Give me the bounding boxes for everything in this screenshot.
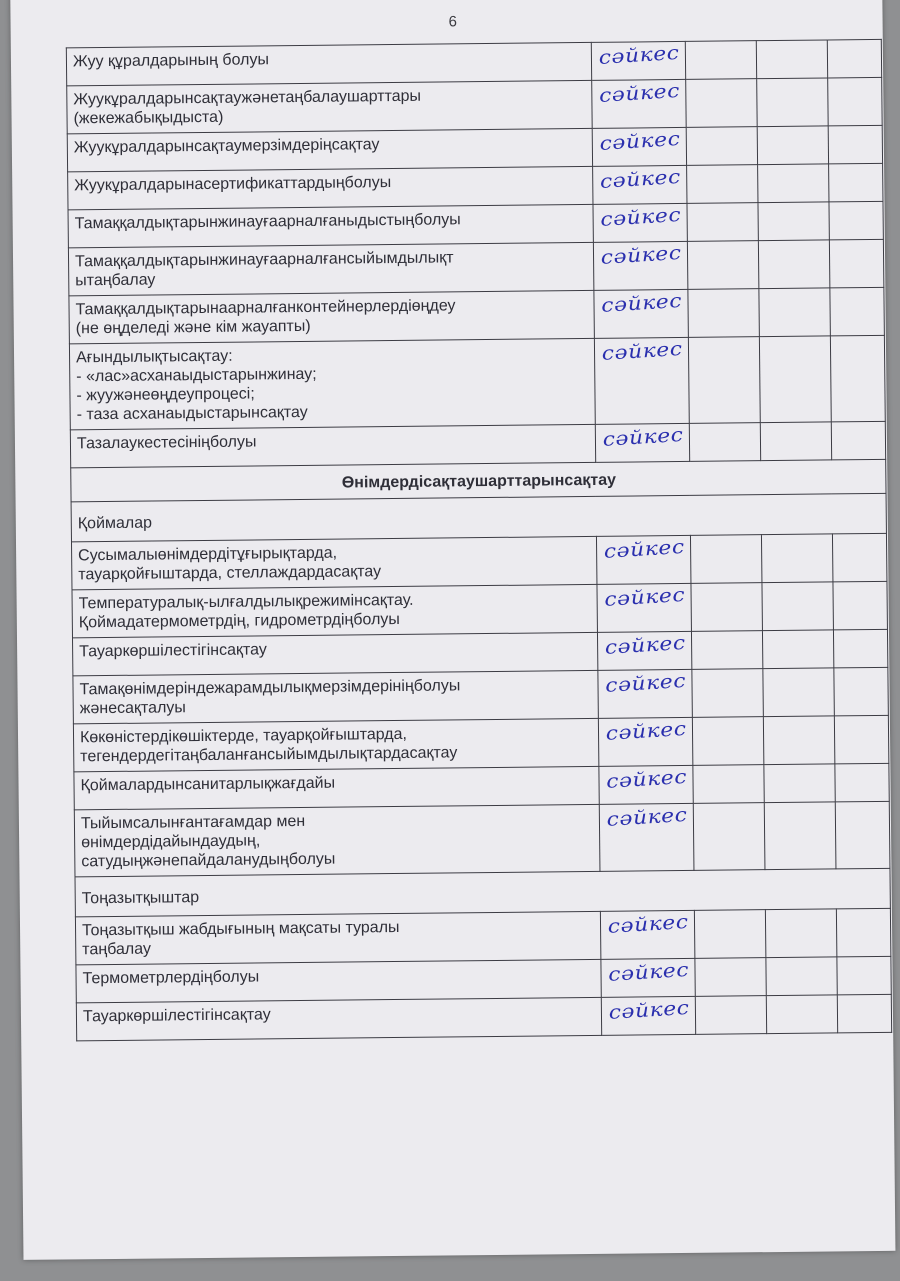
criterion-cell: Жуукұралдарынсақтаумерзімдеріңсақтау bbox=[67, 128, 592, 171]
criterion-cell: Ағындылықтысақтау: - «лас»асханаыдыстарынжинау; - жуужәнеөңдеупроцесі; - таза асханаыдыстарынсақтау bbox=[69, 338, 595, 429]
mark-cell bbox=[601, 996, 696, 1035]
page-number: 6 bbox=[448, 13, 457, 31]
mark-cell bbox=[598, 717, 693, 766]
empty-cell bbox=[688, 289, 759, 338]
empty-cell bbox=[688, 337, 760, 424]
empty-cell bbox=[692, 717, 763, 766]
handwritten-mark: сәйкес bbox=[599, 203, 682, 231]
empty-cell bbox=[835, 801, 890, 869]
empty-cell bbox=[758, 240, 829, 289]
section-heading: Өнімдердісақтаушарттарынсақтау bbox=[71, 459, 886, 502]
empty-cell bbox=[827, 39, 882, 78]
empty-cell bbox=[756, 40, 827, 79]
table-row bbox=[76, 994, 891, 1041]
handwritten-mark: сәйкес bbox=[601, 423, 684, 451]
mark-cell bbox=[600, 910, 695, 959]
empty-cell bbox=[759, 288, 830, 337]
criterion-cell: Жуу құралдарының болуы bbox=[66, 42, 591, 85]
empty-cell bbox=[764, 764, 835, 803]
empty-cell bbox=[760, 422, 831, 461]
empty-cell bbox=[837, 994, 892, 1033]
table-row bbox=[73, 715, 888, 772]
empty-cell bbox=[690, 535, 761, 584]
criterion-cell: Тамақөнімдеріндежарамдылықмерзімдерініңболуы жәнесақталуы bbox=[73, 670, 598, 723]
group-heading: Тоңазытқыштар bbox=[75, 868, 890, 917]
table-row bbox=[75, 908, 890, 965]
handwritten-mark: сәйкес bbox=[598, 79, 681, 107]
mark-cell bbox=[593, 203, 688, 242]
empty-cell bbox=[830, 335, 885, 422]
table-row bbox=[71, 533, 886, 590]
empty-cell bbox=[687, 165, 758, 204]
empty-cell bbox=[687, 241, 758, 290]
handwritten-mark: сәйкес bbox=[605, 765, 688, 793]
criterion-cell: Тамаққалдықтарынжинауғаарналғансыйымдылықт ытаңбалау bbox=[68, 242, 593, 295]
empty-cell bbox=[765, 909, 836, 958]
empty-cell bbox=[836, 908, 891, 957]
mark-cell bbox=[595, 423, 690, 462]
empty-cell bbox=[830, 287, 885, 336]
criterion-cell: Тауаркөршілестігінсақтау bbox=[76, 997, 601, 1040]
empty-cell bbox=[834, 667, 889, 716]
criterion-cell: Термометрлердіңболуы bbox=[76, 959, 601, 1002]
empty-cell bbox=[693, 765, 764, 804]
empty-cell bbox=[827, 77, 882, 126]
table-row bbox=[73, 667, 888, 724]
table-row bbox=[74, 801, 890, 877]
handwritten-mark: сәйкес bbox=[598, 127, 681, 155]
checklist-body bbox=[66, 39, 891, 1040]
document-page bbox=[10, 0, 895, 1260]
criterion-cell: Тоңазытқыш жабдығының мақсаты туралы таңбалау bbox=[75, 911, 600, 964]
empty-cell bbox=[766, 957, 837, 996]
criterion-cell: Қоймалардынсанитарлықжағдайы bbox=[74, 766, 599, 809]
criterion-cell: Сусымалыөнімдердітұғырықтарда, тауарқойғыштарда, стеллаждардасақтау bbox=[71, 536, 596, 589]
criterion-cell: Көкөністердікөшіктерде, тауарқойғыштарда, тегендердегітаңбаланғансыйымдылықтардасақтау bbox=[73, 718, 598, 771]
table-row bbox=[69, 335, 885, 430]
handwritten-mark: сәйкес bbox=[604, 717, 687, 745]
empty-cell bbox=[763, 668, 834, 717]
empty-cell bbox=[695, 996, 766, 1035]
handwritten-mark: сәйкес bbox=[599, 241, 682, 269]
handwritten-mark: сәйкес bbox=[604, 669, 687, 697]
mark-cell bbox=[597, 583, 692, 632]
criterion-cell: Тыйымсалынғантағамдар мен өнімдердідайындаудың, сатудыңжәнепайдаланудыңболуы bbox=[74, 804, 600, 876]
mark-cell bbox=[592, 127, 687, 166]
handwritten-mark: сәйкес bbox=[607, 958, 690, 986]
empty-cell bbox=[764, 802, 836, 870]
handwritten-mark: сәйкес bbox=[600, 337, 683, 365]
empty-cell bbox=[833, 581, 888, 630]
empty-cell bbox=[757, 126, 828, 165]
handwritten-mark: сәйкес bbox=[600, 289, 683, 317]
mark-cell bbox=[594, 289, 689, 338]
criterion-cell: Тауаркөршілестігінсақтау bbox=[72, 632, 597, 675]
empty-cell bbox=[833, 629, 888, 668]
empty-cell bbox=[694, 910, 765, 959]
criterion-cell: Тазалаукестесініңболуы bbox=[70, 424, 595, 467]
criterion-cell: Жуукұралдарынасертификаттардыңболуы bbox=[68, 166, 593, 209]
empty-cell bbox=[763, 716, 834, 765]
empty-cell bbox=[691, 631, 762, 670]
empty-cell bbox=[693, 803, 765, 871]
empty-cell bbox=[685, 41, 756, 80]
empty-cell bbox=[695, 958, 766, 997]
mark-cell bbox=[599, 765, 694, 804]
empty-cell bbox=[687, 203, 758, 242]
empty-cell bbox=[757, 78, 828, 127]
empty-cell bbox=[759, 336, 831, 423]
handwritten-mark: сәйкес bbox=[602, 535, 686, 563]
empty-cell bbox=[689, 423, 760, 462]
empty-cell bbox=[828, 125, 883, 164]
empty-cell bbox=[837, 956, 892, 995]
empty-cell bbox=[834, 715, 889, 764]
mark-cell bbox=[594, 337, 689, 424]
empty-cell bbox=[828, 163, 883, 202]
handwritten-mark: сәйкес bbox=[603, 583, 686, 611]
empty-cell bbox=[766, 995, 837, 1034]
mark-cell bbox=[593, 241, 688, 290]
handwritten-mark: сәйкес bbox=[599, 165, 682, 193]
empty-cell bbox=[758, 202, 829, 241]
criterion-cell: Тамаққалдықтарынжинауғаарналғаныдыстыңболуы bbox=[68, 204, 593, 247]
empty-cell bbox=[757, 164, 828, 203]
table-row bbox=[68, 239, 883, 296]
mark-cell bbox=[601, 958, 696, 997]
empty-cell bbox=[761, 534, 832, 583]
empty-cell bbox=[831, 421, 886, 460]
table-row bbox=[69, 287, 884, 344]
handwritten-mark: сәйкес bbox=[597, 41, 680, 69]
mark-cell bbox=[592, 165, 687, 204]
empty-cell bbox=[829, 201, 884, 240]
empty-cell bbox=[692, 669, 763, 718]
empty-cell bbox=[691, 583, 762, 632]
checklist-table bbox=[66, 39, 892, 1041]
empty-cell bbox=[835, 763, 890, 802]
criterion-cell: Жуукұралдарынсақтаужәнетаңбалаушарттары (жекежабықыдыста) bbox=[67, 80, 592, 133]
handwritten-mark: сәйкес bbox=[606, 910, 689, 938]
handwritten-mark: сәйкес bbox=[605, 803, 688, 831]
group-heading: Қоймалар bbox=[71, 493, 886, 542]
mark-cell bbox=[591, 41, 686, 80]
table-row bbox=[67, 77, 882, 134]
empty-cell bbox=[762, 630, 833, 669]
criterion-cell: Температуралық-ылғалдылықрежимінсақтау. Қоймадатермометрдің, гидрометрдіңболуы bbox=[72, 584, 597, 637]
criterion-cell: Тамаққалдықтарынаарналғанконтейнерлердіөңдеу (не өңделеді және кім жауапты) bbox=[69, 290, 594, 343]
handwritten-mark: сәйкес bbox=[607, 996, 690, 1024]
mark-cell bbox=[592, 79, 687, 128]
handwritten-mark: сәйкес bbox=[603, 631, 687, 659]
empty-cell bbox=[686, 79, 757, 128]
empty-cell bbox=[686, 127, 757, 166]
empty-cell bbox=[762, 582, 833, 631]
mark-cell bbox=[599, 803, 694, 871]
mark-cell bbox=[598, 669, 693, 718]
table-row bbox=[72, 581, 887, 638]
empty-cell bbox=[829, 239, 884, 288]
mark-cell bbox=[597, 631, 692, 670]
empty-cell bbox=[832, 533, 887, 582]
mark-cell bbox=[596, 535, 691, 584]
